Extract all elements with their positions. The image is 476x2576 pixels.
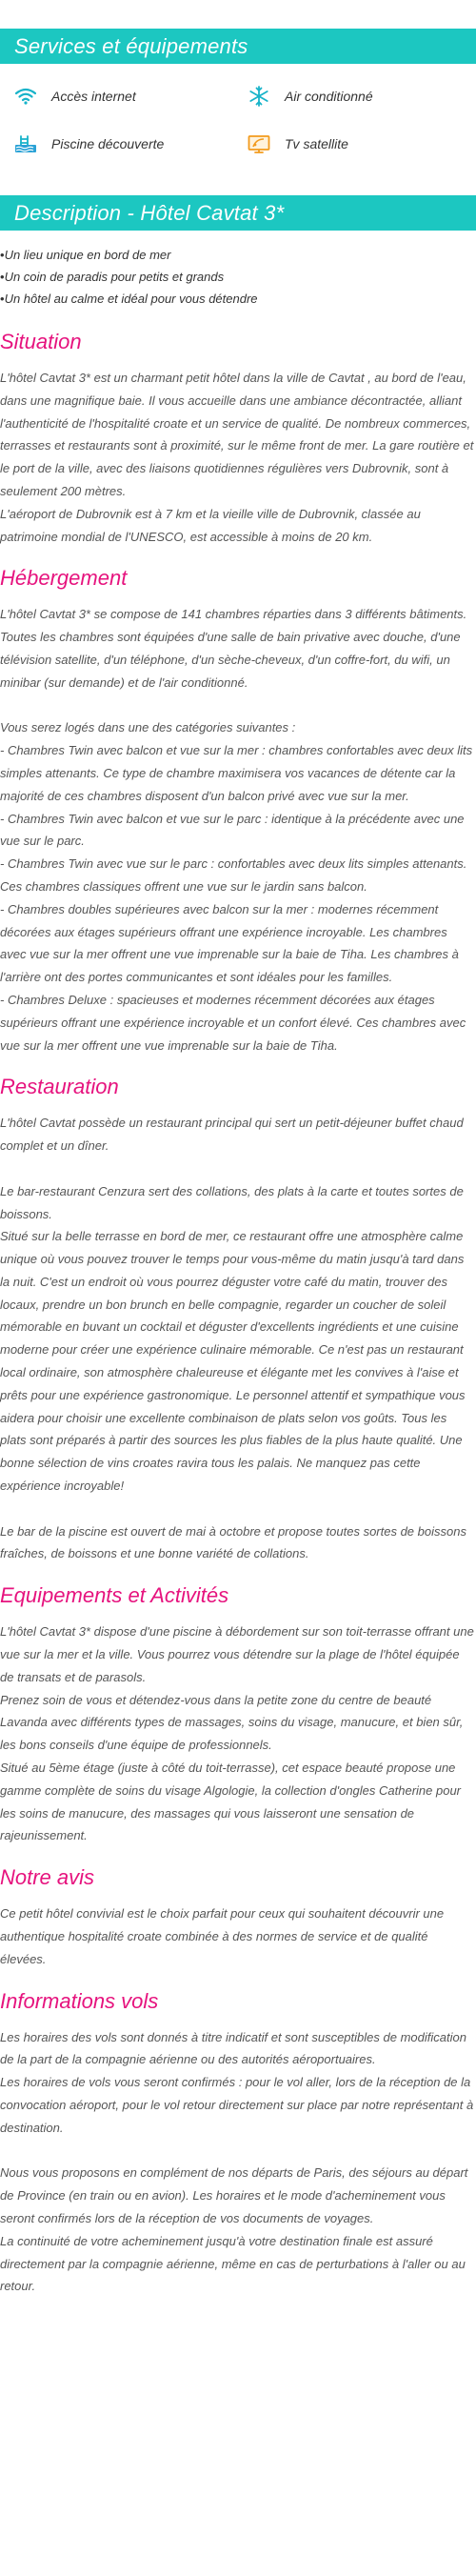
service-label: Tv satellite (285, 136, 348, 151)
section-text: L'hôtel Cavtat possède un restaurant principal qui sert un petit-déjeuner buffet chaud complet et un dîner. Le bar-restaurant Cenzura sert des collations, des plats à la carte et toutes sortes de boissons. Situé sur la belle terrasse en bord de mer, ce restaurant offre une atmosphère calme unique où vous pouvez trouver le temps pour vous-même du matin jusqu'à tard dans la nuit. C'est un endroit où vous pourrez déguster votre café du matin, trouver des locaux, prendre un bon brunch en belle compagnie, regarder un coucher de soleil mémorable en buvant un cocktail et déguster d'excellents ingrédients et une cuisine moderne pour créer une expérience culinaire mémorable. Ce n'est pas un restaurant local ordinaire, son atmosphère chaleureuse et élégante met les convives à l'aise et prêts pour une expérience gastronomique. Le personnel attentif et sympathique vous aidera pour choisir une excellente combinaison de plats selon vos goûts. Tous les plats sont préparés à partir des sources les plus fiables de la plus haute qualité. Une bonne sélection de vins croates ravira tous les palais. Ne manquez pas cette expérience incroyable! Le bar de la piscine est ouvert de mai à octobre et propose toutes sortes de boissons fraîches, de boissons et une bonne variété de collations. (0, 1116, 466, 1561)
snowflake-icon (245, 85, 273, 108)
section-title: Restauration (0, 1075, 119, 1099)
service-item-tv (245, 132, 476, 155)
section-text: L'hôtel Cavtat 3* se compose de 141 chambres réparties dans 3 différents bâtiments. Toutes les chambres sont équipées d'une salle de bain privative avec douche, d'une télévision satellite, d'un téléphone, d'un sèche-cheveux, d'un coffre-fort, du wifi, un minibar (sur demande) et de l'air conditionné. Vous serez logés dans une des catégories suivantes : - Chambres Twin avec balcon et vue sur la mer : chambres confortables avec deux lits simples attenants. Ce type de chambre maximisera vos vacances de détente car la majorité de ces chambres disposent d'un balcon privé avec vue sur la mer. - Chambres Twin avec balcon et vue sur le parc : identique à la précédente avec une vue sur le parc. - Chambres Twin avec vue sur le parc : confortables avec deux lits simples attenants. Ces chambres classiques offrent une vue sur le jardin sans balcon. - Chambres doubles supérieures avec balcon sur la mer : modernes récemment décorées aux étages supérieurs offrant une expérience incroyable. Les chambres avec vue sur la mer offrent une vue imprenable sur la baie de Tiha. Les chambres à l'arrière ont des portes communicantes et sont idéales pour les familles. - Chambres Deluxe : spacieuses et modernes récemment décorées aux étages supérieurs offrant une expérience incroyable et un confort élevé. Ces chambres avec vue sur la mer offrent une vue imprenable sur la baie de Tiha. (0, 607, 473, 1053)
services-title: Services et équipements (14, 33, 248, 58)
section-text: L'hôtel Cavtat 3* dispose d'une piscine à débordement sur son toit-terrasse offrant une vue sur la mer et la ville. Vous pourrez vous détendre sur la plage de l'hôtel équipée de transats et de parasols. Prenez soin de vous et détendez-vous dans la petite zone du centre de beauté Lavanda avec différents types de massages, soins du visage, manucure, et bien sûr, les bons conseils d'une équipe de professionnels. Situé au 5ème étage (juste à côté du toit-terrasse), cet espace beauté propose une gamme complète de soins du visage Algologie, la collection d'ongles Catherine pour les soins de manucure, des massages qui vous laisseront une sensation de rajeunissement. (0, 1624, 474, 1843)
section-text: Les horaires des vols sont donnés à titre indicatif et sont susceptibles de modification de la part de la compagnie aérienne ou des autorités aéroportuaires. Les horaires de vols vous seront confirmés : pour le vol aller, lors de la réception de la convocation aéroport, pour le vol retour directement sur place par notre représentant à destination. Nous vous proposons en complément de nos départs de Paris, des séjours au départ de Province (en train ou en avion). Les horaires et le mode d'acheminement vous seront confirmés lors de la réception de vos documents de voyages. La continuité de votre acheminement jusqu'à votre destination finale est assuré directement par la compagnie aérienne, même en cas de perturbations à l'aller ou au retour. (0, 2029, 474, 2294)
section-title: Notre avis (0, 1865, 95, 1890)
services-title-bar (0, 29, 476, 64)
service-item-aircon (245, 85, 476, 108)
section-vols (0, 1988, 476, 2299)
tv-icon (245, 132, 273, 155)
section-avis (0, 1864, 476, 1970)
service-label: Piscine découverte (51, 136, 165, 151)
services-list (0, 64, 476, 155)
section-situation (0, 329, 476, 548)
wifi-icon (11, 85, 40, 108)
section-restauration (0, 1074, 476, 1565)
pool-icon (11, 132, 40, 155)
description-title: Description - Hôtel Cavtat 3* (14, 200, 285, 225)
description-title-bar (0, 195, 476, 231)
service-label: Air conditionné (285, 89, 373, 104)
description-bullets (0, 231, 476, 310)
bullet-item: • Un hôtel au calme et idéal pour vous détendre (0, 288, 476, 310)
section-equipements (0, 1582, 476, 1847)
section-text: L'hôtel Cavtat 3* est un charmant petit hôtel dans la ville de Cavtat , au bord de l'eau, dans une magnifique baie. Il vous accueille dans une ambiance décontractée, alliant l'authenticité de l'hospitalité croate et un service de qualité. De nombreux commerces, terrasses et restaurants sont à proximité, sur le même front de mer. La gare routière et le port de la ville, avec des liaisons quotidiennes régulières vers Dubrovnik, sont à seulement 200 mètres. L'aéroport de Dubrovnik est à 7 km et la vieille ville de Dubrovnik, classée au patrimoine mondial de l'UNESCO, est accessible à moins de 20 km. (0, 371, 474, 544)
service-item-pool (11, 132, 245, 155)
section-title: Situation (0, 330, 82, 353)
page (0, 29, 476, 2298)
section-hebergement (0, 565, 476, 1057)
section-title: Equipements et Activités (0, 1583, 229, 1608)
section-title: Hébergement (0, 566, 128, 591)
section-text: Ce petit hôtel convivial est le choix parfait pour ceux qui souhaitent découvrir une authentique hospitalité croate combinée à des normes de service et de qualité élevées. (0, 1906, 445, 1966)
section-title: Informations vols (0, 1988, 159, 2013)
service-label: Accès internet (51, 89, 136, 104)
bullet-item: • Un coin de paradis pour petits et grands (0, 266, 476, 288)
bullet-item: • Un lieu unique en bord de mer (0, 244, 476, 266)
service-item-internet (11, 85, 245, 108)
